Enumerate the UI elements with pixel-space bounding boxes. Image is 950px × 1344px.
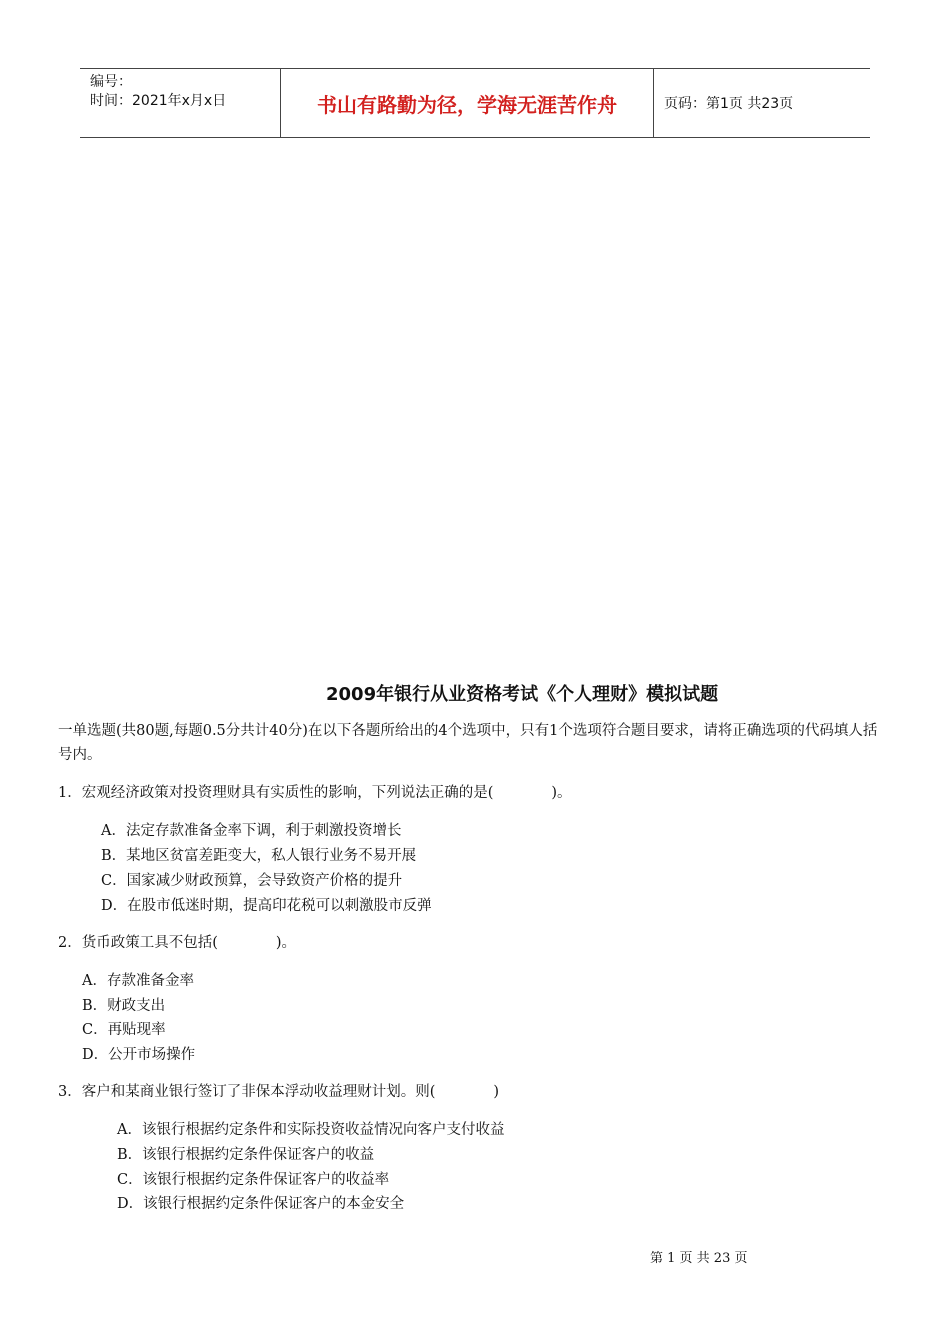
page-info-cell [654, 69, 870, 137]
question-2-option-c: C．再贴现率 [82, 1022, 166, 1038]
motto-cell [281, 69, 654, 137]
question-2-option-d: D．公开市场操作 [82, 1047, 196, 1063]
motto-text: 书山有路勤为径，学海无涯苦作舟 [317, 92, 617, 117]
question-3-option-d: D．该银行根据约定条件保证客户的本金安全 [117, 1196, 405, 1212]
time-label: 时间：2021年x月x日 [90, 93, 227, 109]
instructions-paragraph: 一单选题(共80题,每题0.5分共计40分)在以下各题所给出的4个选项中，只有1个选项符合题目要求，请将正确选项的代码填人括号内。 [58, 723, 878, 763]
question-1-stem: 1．宏观经济政策对投资理财具有实质性的影响，下列说法正确的是( )。 [58, 785, 572, 801]
page-info-text: 页码：第1页 共23页 [664, 96, 794, 112]
header-table [80, 68, 870, 138]
question-3-option-c: C．该银行根据约定条件保证客户的收益率 [117, 1172, 390, 1188]
question-3-option-b: B．该银行根据约定条件保证客户的收益 [117, 1147, 375, 1163]
question-3-stem: 3．客户和某商业银行签订了非保本浮动收益理财计划。则( ) [58, 1084, 500, 1100]
question-2-option-b: B．财政支出 [82, 998, 166, 1014]
header-info-cell [80, 69, 281, 137]
number-label: 编号： [90, 74, 132, 90]
question-3-option-a: A．该银行根据约定条件和实际投资收益情况向客户支付收益 [117, 1122, 505, 1138]
question-1-option-b: B．某地区贫富差距变大，私人银行业务不易开展 [101, 848, 417, 864]
question-2-option-a: A．存款准备金率 [82, 973, 194, 989]
question-1-option-c: C．国家减少财政预算，会导致资产价格的提升 [101, 873, 403, 889]
page-footer: 第 1 页 共 23 页 [650, 1251, 748, 1266]
document-title: 2009年银行从业资格考试《个人理财》模拟试题 [326, 684, 719, 705]
question-1-option-a: A．法定存款准备金率下调，利于刺激投资增长 [101, 823, 402, 839]
question-2-stem: 2．货币政策工具不包括( )。 [58, 935, 297, 951]
question-1-option-d: D．在股市低迷时期，提高印花税可以刺激股市反弹 [101, 898, 432, 914]
